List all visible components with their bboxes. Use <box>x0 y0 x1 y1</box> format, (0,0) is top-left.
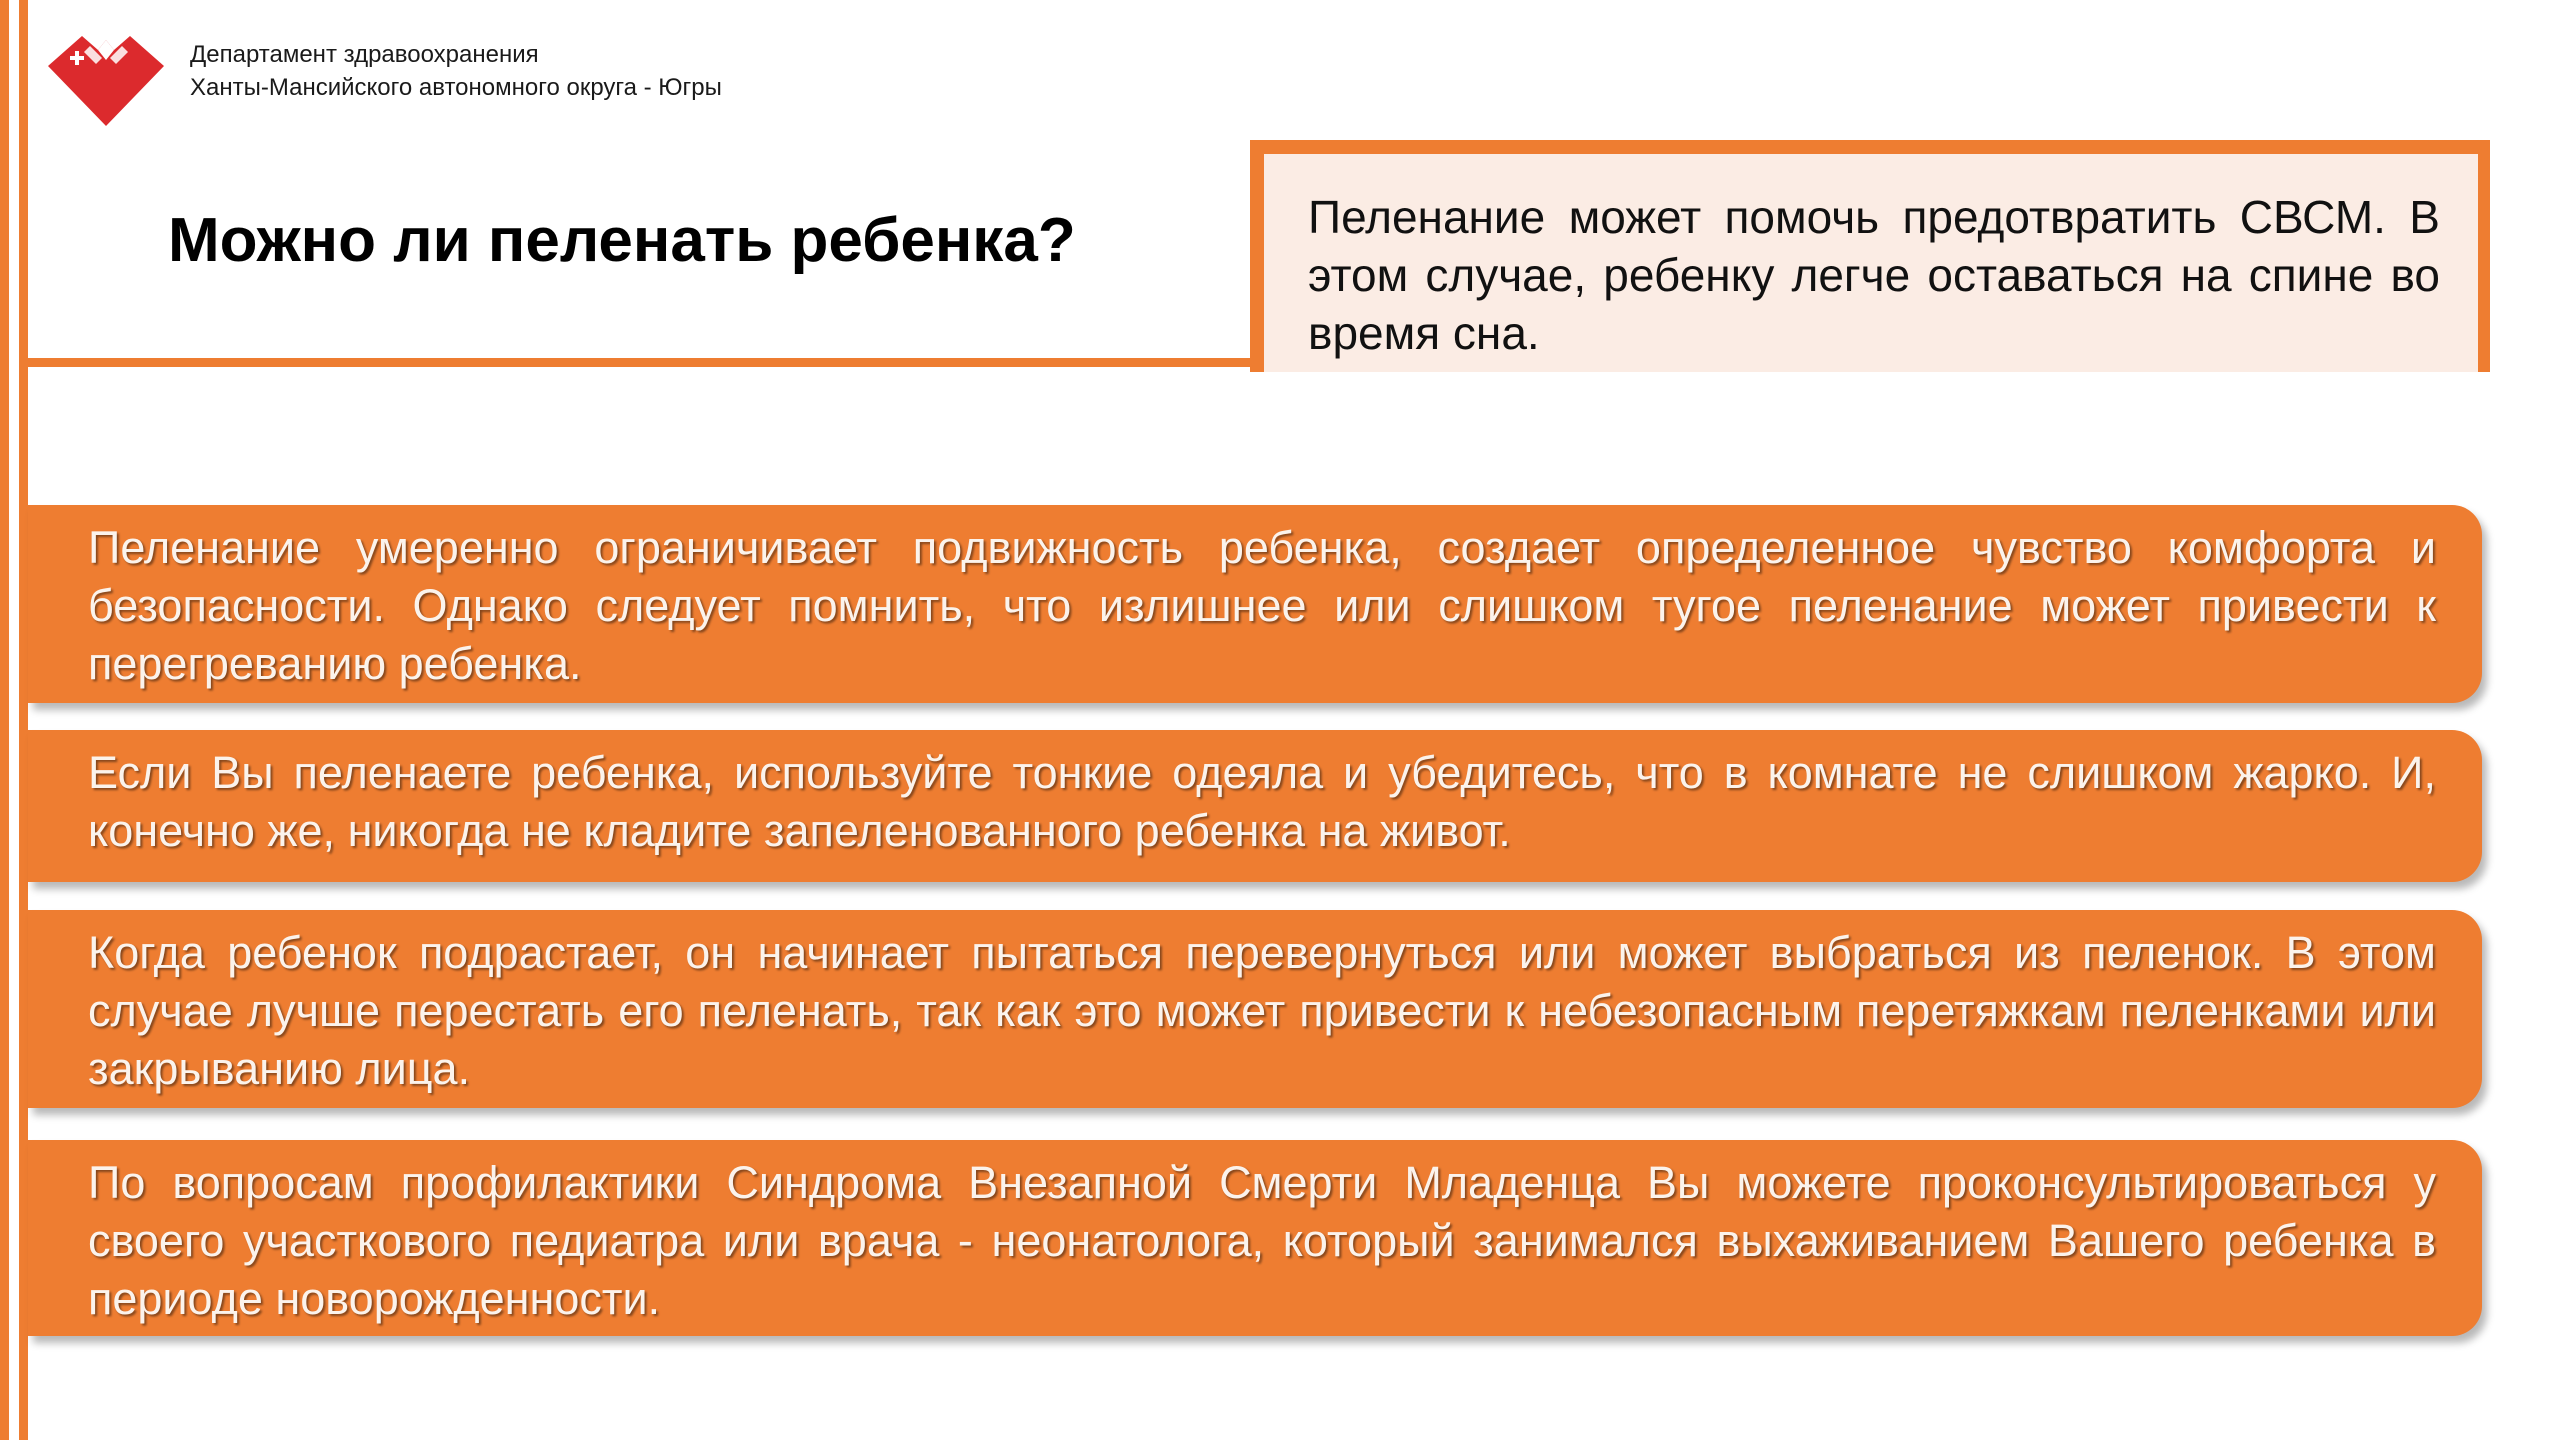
info-card-2 <box>28 730 2482 882</box>
info-box <box>1250 140 2490 372</box>
department-logo-icon <box>40 22 172 130</box>
info-card-1 <box>28 505 2482 703</box>
organization-name-line2: Ханты-Мансийского автономного округа - Югры <box>190 74 722 101</box>
organization-name-line1: Департамент здравоохранения <box>190 41 539 68</box>
page-title: Можно ли пеленать ребенка? <box>168 206 1076 275</box>
left-accent-stripe-inner <box>19 0 28 1440</box>
info-card-3 <box>28 910 2482 1108</box>
info-card-text: Пеленание умеренно ограничивает подвижность ребенка, создает определенное чувство комфорта и безопасности. Однако следует помнить, что излишнее или слишком тугое пеленание может привести к перегреванию ребенка. <box>88 522 2436 689</box>
organization-name <box>190 38 722 104</box>
info-card-4 <box>28 1140 2482 1336</box>
info-box-text: Пеленание может помочь предотвратить СВСМ. В этом случае, ребенку легче оставаться на спине во время сна. <box>1308 191 2440 359</box>
left-accent-stripe-outer <box>0 0 9 1440</box>
info-card-text: Когда ребенок подрастает, он начинает пытаться перевернуться или может выбраться из пеленок. В этом случае лучше перестать его пеленать, так как это может привести к небезопасным перетяжкам пеленками или закрыванию лица. <box>88 927 2436 1094</box>
title-underline <box>28 358 1268 367</box>
info-card-text: По вопросам профилактики Синдрома Внезапной Смерти Младенца Вы можете проконсультироваться у своего участкового педиатра или врача - неонатолога, который занимался выхаживанием Вашего ребенка в периоде новорожденности. <box>88 1157 2436 1324</box>
info-card-text: Если Вы пеленаете ребенка, используйте тонкие одеяла и убедитесь, что в комнате не слишком жарко. И, конечно же, никогда не кладите запеленованного ребенка на живот. <box>88 747 2436 856</box>
